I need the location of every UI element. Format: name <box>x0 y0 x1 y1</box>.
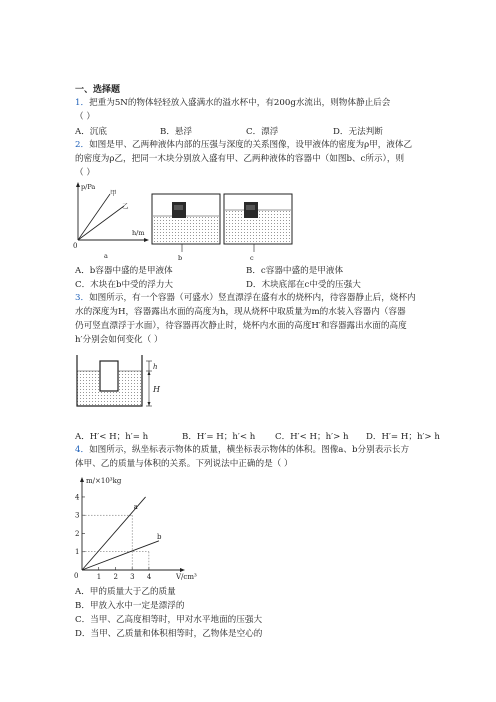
floating-container <box>100 361 118 391</box>
q4-x-tick-label: 4 <box>146 573 152 581</box>
q2-option-b[interactable]: B．c容器中盛的是甲液体 <box>246 266 344 276</box>
container-c <box>224 194 292 262</box>
q3-figure <box>76 355 166 415</box>
q1-option-c[interactable]: C．漂浮 <box>246 127 279 137</box>
q4-x-tick-label: 3 <box>130 573 135 581</box>
q2-caption-c: c <box>250 254 254 262</box>
q4-y-tick-label: 3 <box>75 511 80 520</box>
q4-origin: 0 <box>74 572 79 580</box>
q4-y-arrow <box>80 477 84 482</box>
question-2-number: 2． <box>75 140 90 150</box>
q1-option-d[interactable]: D．无法判断 <box>333 127 383 137</box>
q2-caption-b: b <box>178 254 183 262</box>
q2-option-c[interactable]: C．木块在b中受的浮力大 <box>75 280 174 290</box>
question-2-line-2: 的密度为ρ乙，把同一木块分别放入盛有甲、乙两种液体的容器中（如图b、c所示），则 <box>75 154 405 164</box>
q4-x-tick-label: 2 <box>113 573 118 581</box>
question-1-line-2: （ ） <box>75 112 95 122</box>
pressure-depth-graph <box>73 182 149 260</box>
q2-origin: 0 <box>73 242 78 250</box>
question-3-number: 3． <box>75 293 90 303</box>
section-title: 一、选择题 <box>75 85 121 95</box>
question-3-line-2: 水的深度为H，容器露出水面的高度为h，现从烧杯中取质量为m的水装入容器内（容器 <box>75 307 406 317</box>
line-yi <box>78 206 124 240</box>
mass-volume-chart <box>70 474 200 582</box>
q2-x-label: h/m <box>132 229 145 237</box>
q2-option-a[interactable]: A．b容器中盛的是甲液体 <box>75 266 173 276</box>
question-3-line-1: 3．如图所示，有一个容器（可盛水）竖直漂浮在盛有水的烧杯内，待容器静止后，烧杯内 <box>75 293 416 303</box>
q4-y-tick-label: 2 <box>75 529 80 538</box>
q4-series-line-b <box>82 541 159 570</box>
q4-series-label-a: a <box>133 502 138 511</box>
question-3-line-4: h′分别会如何变化（ ） <box>75 335 163 345</box>
q4-x-arrow <box>180 568 185 572</box>
q2-figure <box>72 180 372 265</box>
container-b <box>152 194 220 262</box>
q1-option-a[interactable]: A．沉底 <box>75 127 107 137</box>
q3-label-h: h <box>153 363 158 371</box>
q4-x-label: V/cm³ <box>176 573 197 581</box>
q4-option-d[interactable]: D．当甲、乙质量和体积相等时，乙物体是空心的 <box>75 629 263 639</box>
question-1-number: 1． <box>75 98 90 108</box>
q4-y-label: m/×10³kg <box>86 477 122 485</box>
line-yi-label: 乙 <box>122 202 129 210</box>
q1-option-b[interactable]: B．悬浮 <box>160 127 193 137</box>
q2-option-d[interactable]: D．木块底部在c中受的压强大 <box>246 280 361 290</box>
question-1-line-1: 1．把重为5N的物体轻轻放入盛满水的溢水杯中，有200g水流出，则物体静止后会 <box>75 98 391 108</box>
question-3-line-3: 仍可竖直漂浮于水面），待容器再次静止时，烧杯内水面的高度H′和容器露出水面的高度 <box>75 321 407 331</box>
q2-y-label: p/Pa <box>81 183 96 191</box>
q4-option-c[interactable]: C．当甲、乙高度相等时，甲对水平地面的压强大 <box>75 615 263 625</box>
q2-caption-a: a <box>104 252 108 260</box>
question-4-line-2: 体甲、乙的质量与体积的关系。下列说法中正确的是（ ） <box>75 459 293 469</box>
q3-option-a[interactable]: A．H′< H；h′= h <box>75 432 149 442</box>
line-jia-label: 甲 <box>110 189 117 197</box>
line-jia <box>78 194 110 240</box>
question-4-line-1: 4．如图所示，纵坐标表示物体的质量，横坐标表示物体的体积。图像a、b分别表示长方 <box>75 445 410 455</box>
question-4-number: 4． <box>75 445 90 455</box>
q3-label-H: H <box>153 385 160 394</box>
q4-y-tick-label: 1 <box>75 548 80 557</box>
q3-option-c[interactable]: C．H′< H；h′> h <box>275 432 349 442</box>
q4-series <box>82 497 162 570</box>
question-2-line-1: 2．如图是甲、乙两种液体内部的压强与深度的关系图像，设甲液体的密度为ρ甲，液体乙 <box>75 140 413 150</box>
question-2-line-3: （ ） <box>75 168 95 178</box>
q4-x-tick-label: 1 <box>96 573 102 581</box>
q3-option-d[interactable]: D．H′= H；h′> h <box>366 432 440 442</box>
q4-option-a[interactable]: A．甲的质量大于乙的质量 <box>75 587 176 597</box>
q4-y-tick-label: 4 <box>75 493 80 502</box>
q4-series-label-b: b <box>156 532 162 541</box>
q4-option-b[interactable]: B．甲放入水中一定是漂浮的 <box>75 601 185 611</box>
q3-option-b[interactable]: B．H′= H；h′< h <box>182 432 256 442</box>
